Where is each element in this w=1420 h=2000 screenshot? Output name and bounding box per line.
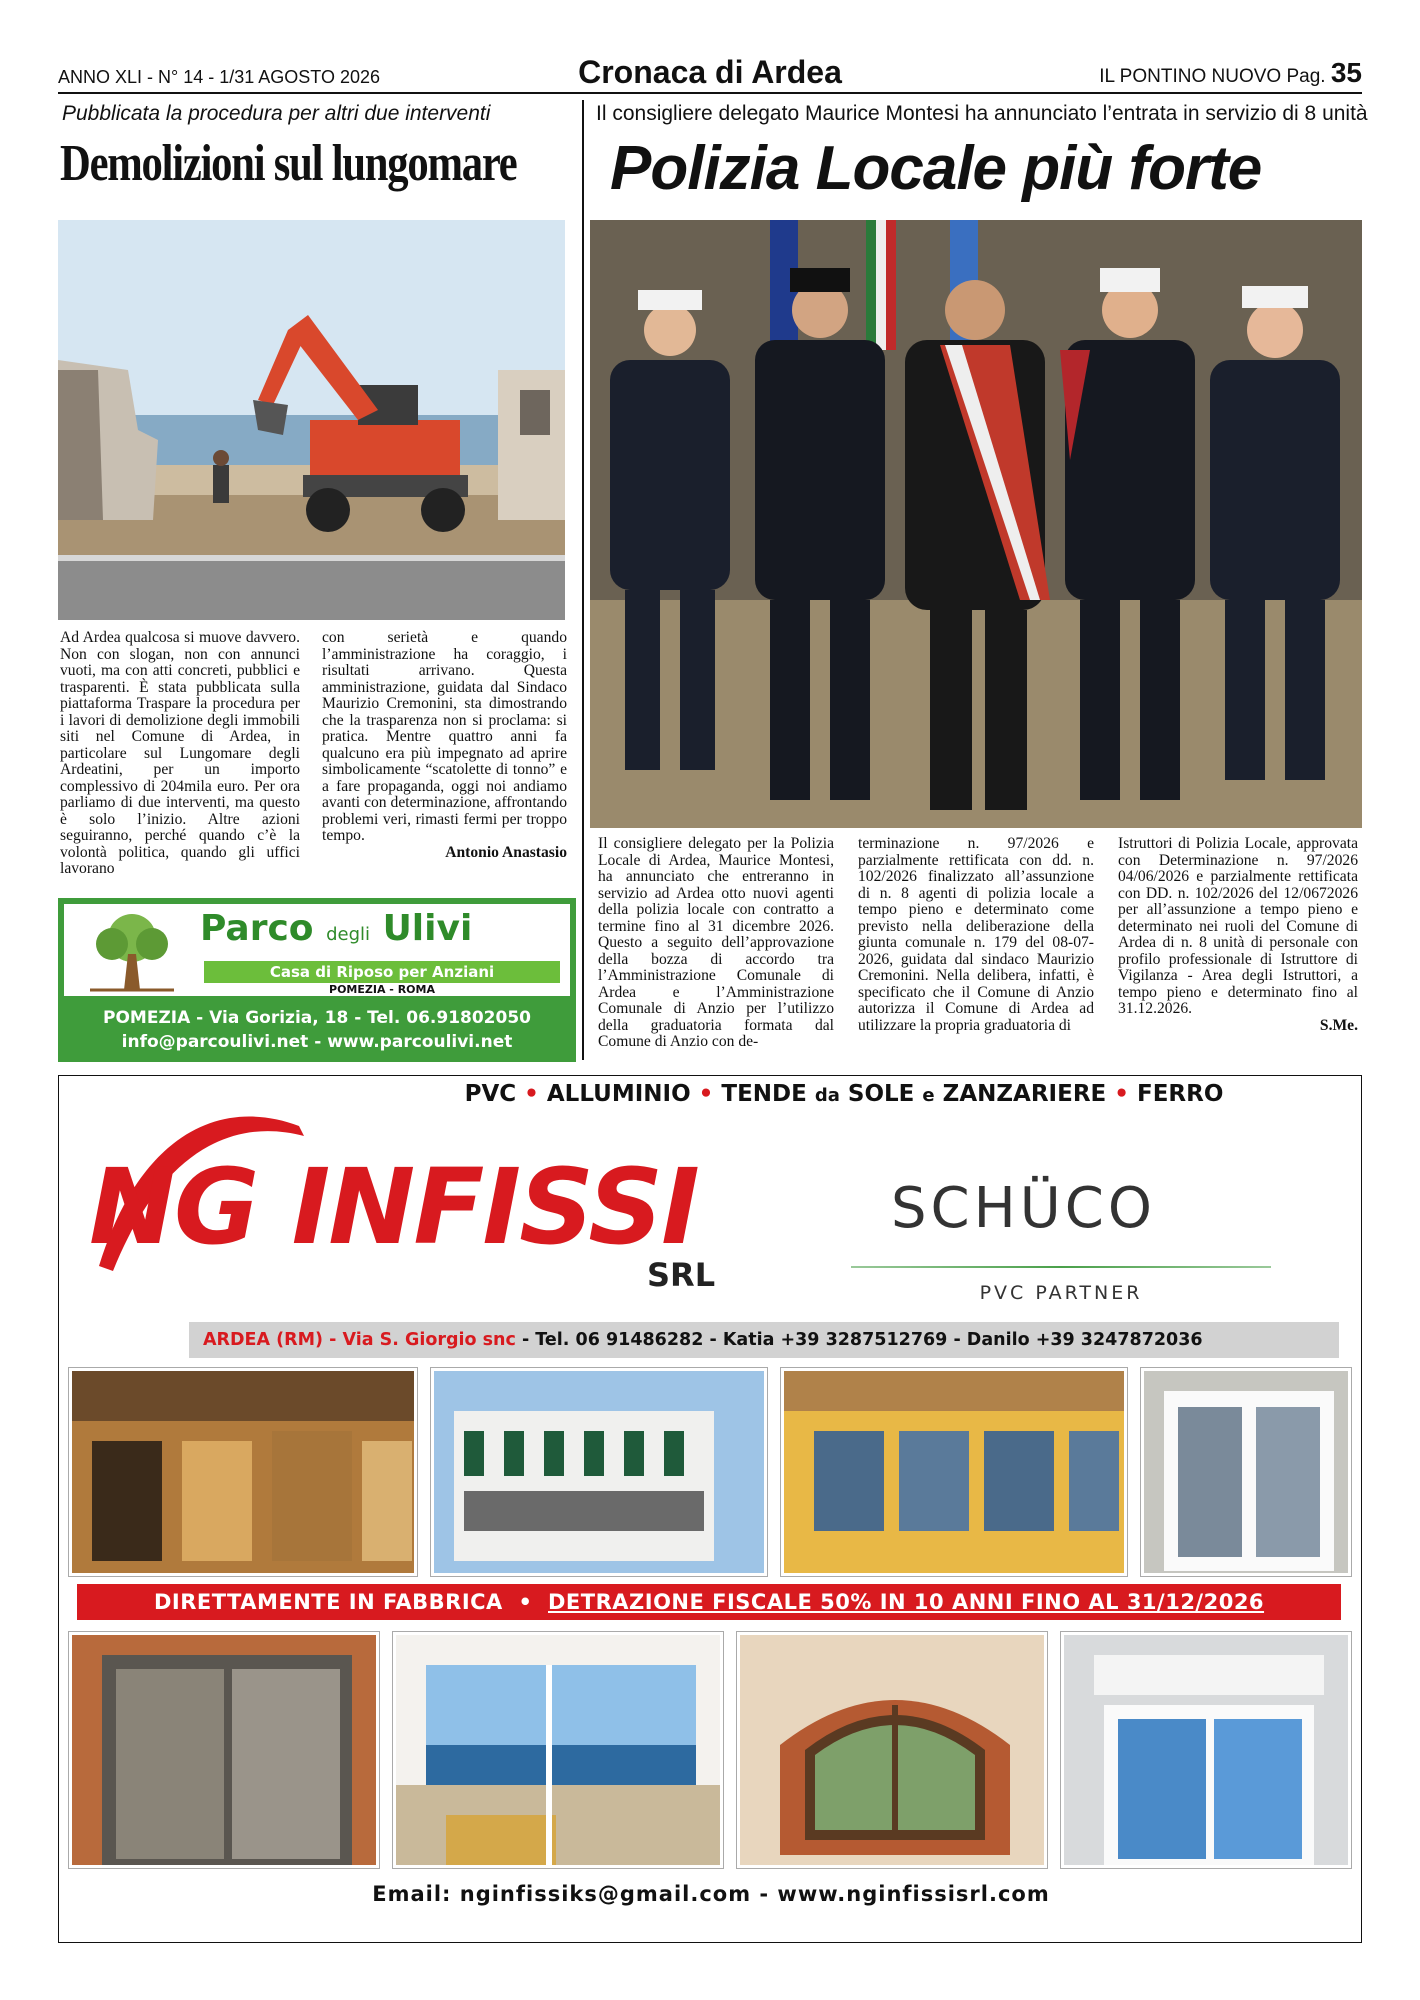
ng-contact-bar	[189, 1322, 1339, 1358]
pvc-partner-label: PVC PARTNER	[979, 1282, 1143, 1304]
ng-services-line: PVC • ALLUMINIO • TENDE da SOLE e ZANZARIERE • FERRO	[464, 1081, 1224, 1107]
ng-infissi-ad	[58, 1075, 1362, 1943]
left-article-kicker: Pubblicata la procedura per altri due interventi	[62, 102, 491, 125]
page-number: 35	[1330, 57, 1362, 88]
ng-contact-phones: - Tel. 06 91486282 - Katia +39 3287512769 - Danilo +39 3247872036	[521, 1330, 1203, 1350]
left-article-col2: con serietà e quando l’amministrazione ha coraggio, i risultati arrivano. Questa amministrazione, guidata dal Sindaco Maurizio Cremonini, sta dimostrando che la trasparenza non si proclama: si pratica. Mentre quattro anni fa qualcuno era più impegnato ad aprire simbolicamente “scatolette di tonno” e a fare propaganda, oggi noi andiamo avanti con determinazione, affrontando problemi veri, rimasti fermi per troppo tempo.	[322, 629, 567, 844]
left-article-headline: Demolizioni sul lungomare	[60, 135, 517, 192]
product-photo-sliding-door	[69, 1632, 379, 1868]
parco-ad-location: POMEZIA - ROMA	[329, 983, 435, 996]
right-article-col3: Istruttori di Polizia Locale, approvata con Determinazione n. 97/2026 04/06/2026 e parzialmente rettificata con DD. n. 102/2026 del 12/0672026 per all’assunzione a tempo pieno e determinato nei ruoli del Comune di Ardea di n. 8 unità di personale con profilo professionale di Istruttore di Vigilanza - Area degli Istruttori, a tempo pieno e determinato fino al 31.12.2026.	[1118, 835, 1358, 1017]
right-article-col2: terminazione n. 97/2026 e parzialmente rettificata con dd. n. 102/2026 finalizzato all’assunzione di n. 8 agenti di polizia locale a tempo pieno e determinato come previsto nella deliberazione della giunta comunale n. 179 del 08-07-2026, guidata dal sindaco Maurizio Cremonini. Nella delibera, infatti, è specificato che il Comune di Anzio autorizza il Comune di Ardea ad utilizzare la propria graduatoria di	[858, 835, 1094, 1034]
ng-infissi-logo: NG INFISSI	[89, 1146, 698, 1268]
parco-ad-top	[64, 904, 570, 996]
product-photo-white-frame	[1141, 1368, 1351, 1576]
ng-promo-banner: DIRETTAMENTE IN FABBRICA • DETRAZIONE FISCALE 50% IN 10 ANNI FINO AL 31/12/2026	[77, 1584, 1341, 1620]
ng-srl-label: SRL	[647, 1256, 716, 1294]
product-photo-arched-window	[737, 1632, 1047, 1868]
left-article-col2-wrap	[322, 630, 567, 861]
issue-info: ANNO XLI - N° 14 - 1/31 AGOSTO 2026	[58, 67, 381, 87]
left-article-signature: Antonio Anastasio	[445, 843, 567, 861]
product-photo-shutter-window	[1061, 1632, 1351, 1868]
left-article-col1: Ad Ardea qualcosa si muove davvero. Non con slogan, non con annunci vuoti, ma con atti concreti, pubblici e trasparenti. È stata pubblicata sulla piattaforma Traspare la procedura per i lavori di demolizione degli immobili siti nel Comune di Ardea, in particolare sul Lungomare degli Ardeatini, per un importo complessivo di 204mila euro. Per ora parliamo di due interventi, ma questo è solo l’inizio. Altre azioni seguiranno, perché quando c’è la volontà politica, quando gli uffici lavorano	[60, 629, 300, 877]
parco-ad-web[interactable]: info@parcoulivi.net - www.parcoulivi.net	[121, 1032, 513, 1052]
parco-degli-ulivi-ad	[58, 898, 576, 1062]
parco-ad-address: POMEZIA - Via Gorizia, 18 - Tel. 06.91802050	[103, 1008, 531, 1028]
right-article-kicker: Il consigliere delegato Maurice Montesi ha annunciato l’entrata in servizio di 8 unità	[596, 102, 1368, 125]
product-photo-veranda	[69, 1368, 417, 1576]
right-article-col3-wrap	[1118, 836, 1358, 1034]
parco-ad-subtitle: Casa di Riposo per Anziani	[204, 961, 560, 983]
parco-ad-name: Parco degli Ulivi	[200, 908, 473, 949]
masthead	[58, 54, 1362, 94]
right-article-signature: S.Me.	[1319, 1016, 1358, 1034]
demolition-photo	[58, 220, 565, 620]
paper-name: IL PONTINO NUOVO Pag. 35	[1099, 57, 1362, 88]
product-photo-awning	[431, 1368, 767, 1576]
ng-contact-city: ARDEA (RM) - Via S. Giorgio snc	[203, 1330, 516, 1350]
column-divider	[582, 100, 584, 1060]
police-officers-photo	[590, 220, 1362, 828]
schuco-logo: SCHÜCO	[891, 1176, 1156, 1241]
right-article-headline: Polizia Locale più forte	[610, 134, 1262, 203]
product-photo-glass-veranda	[781, 1368, 1127, 1576]
ng-email-line[interactable]: Email: nginfissiks@gmail.com - www.nginfissisrl.com	[372, 1882, 1050, 1906]
product-photo-sea-view-door	[393, 1632, 723, 1868]
section-title: Cronaca di Ardea	[578, 54, 842, 90]
olive-tree-icon	[80, 910, 184, 994]
right-article-col1: Il consigliere delegato per la Polizia Locale di Ardea, Maurice Montesi, ha annunciato che entreranno in servizio ad Ardea otto nuovi agenti della polizia locale con contratto a termine fino al 31 dicembre 2026. Questo a seguito dell’approvazione della bozza di accordo tra l’Amministrazione Comunale di Ardea e l’Amministrazione Comunale di Anzio per l’utilizzo della graduatoria formata dal Comune di Anzio con de-	[598, 835, 834, 1050]
schuco-divider	[851, 1266, 1271, 1268]
